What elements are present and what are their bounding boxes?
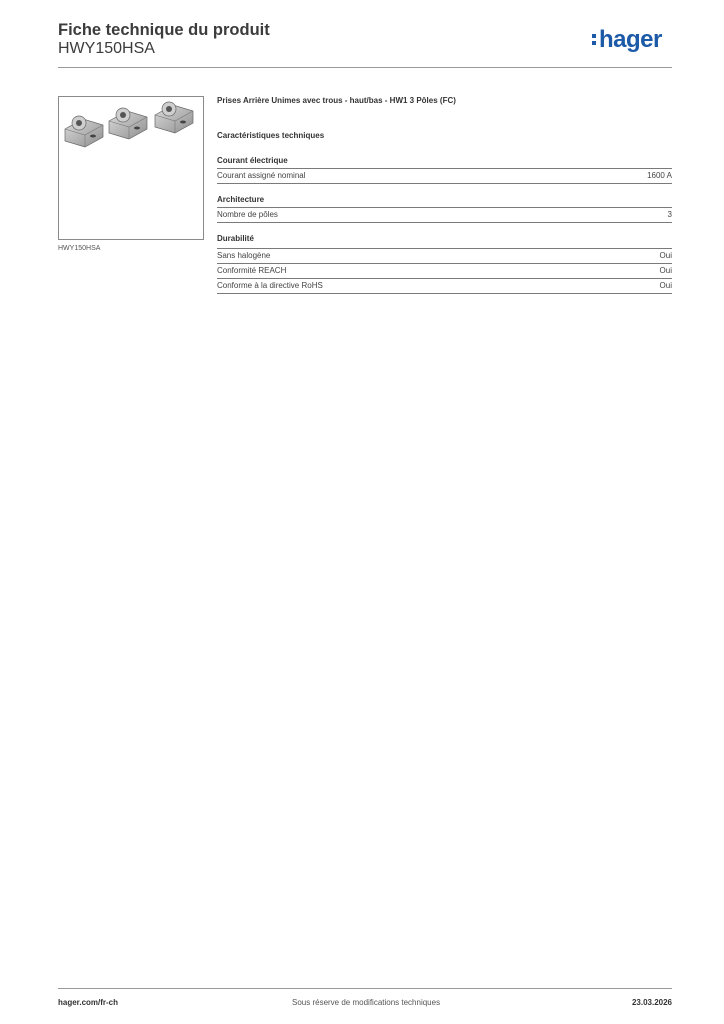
header-divider <box>58 67 672 68</box>
terminal-lug-1 <box>65 116 103 147</box>
spec-label: Sans halogène <box>217 251 271 260</box>
footer-date: 23.03.2026 <box>631 998 672 1007</box>
hager-logo <box>592 28 662 52</box>
footer-disclaimer: Sous réserve de modifications techniques <box>292 998 441 1007</box>
logo-text: hager <box>599 26 662 53</box>
footer-divider <box>58 988 672 989</box>
spec-label: Conforme à la directive RoHS <box>217 281 323 290</box>
section-title: Architecture <box>217 195 672 208</box>
page-title: Fiche technique du produit <box>58 21 270 39</box>
spec-value: Oui <box>659 266 672 275</box>
spec-section-electrical <box>217 156 672 184</box>
product-image <box>59 97 203 239</box>
footer-website-link[interactable]: hager.com/fr-ch <box>58 998 119 1007</box>
spec-label: Conformité REACH <box>217 266 287 275</box>
section-title: Courant électrique <box>217 156 672 169</box>
spec-row <box>217 248 672 264</box>
spec-section-durability <box>217 234 672 294</box>
spec-row <box>217 264 672 279</box>
spec-value: Oui <box>659 281 672 290</box>
spec-value: 3 <box>667 210 672 219</box>
terminal-lug-2 <box>109 108 147 139</box>
specs-heading: Caractéristiques techniques <box>217 131 325 140</box>
spec-row <box>217 169 672 184</box>
terminal-lug-3 <box>155 102 193 133</box>
spec-row <box>217 208 672 223</box>
product-name: Prises Arrière Unimes avec trous - haut/bas - HW1 3 Pôles (FC) <box>217 96 456 105</box>
image-caption: HWY150HSA <box>58 245 101 252</box>
spec-label: Courant assigné nominal <box>217 171 306 180</box>
spec-row <box>217 279 672 294</box>
section-title: Durabilité <box>217 234 254 243</box>
spec-value: 1600 A <box>647 171 672 180</box>
spec-label: Nombre de pôles <box>217 210 278 219</box>
product-code: HWY150HSA <box>58 40 155 57</box>
logo-dots-icon <box>592 34 597 48</box>
spec-value: Oui <box>659 251 672 260</box>
product-image-frame <box>58 96 204 240</box>
spec-section-architecture <box>217 195 672 223</box>
